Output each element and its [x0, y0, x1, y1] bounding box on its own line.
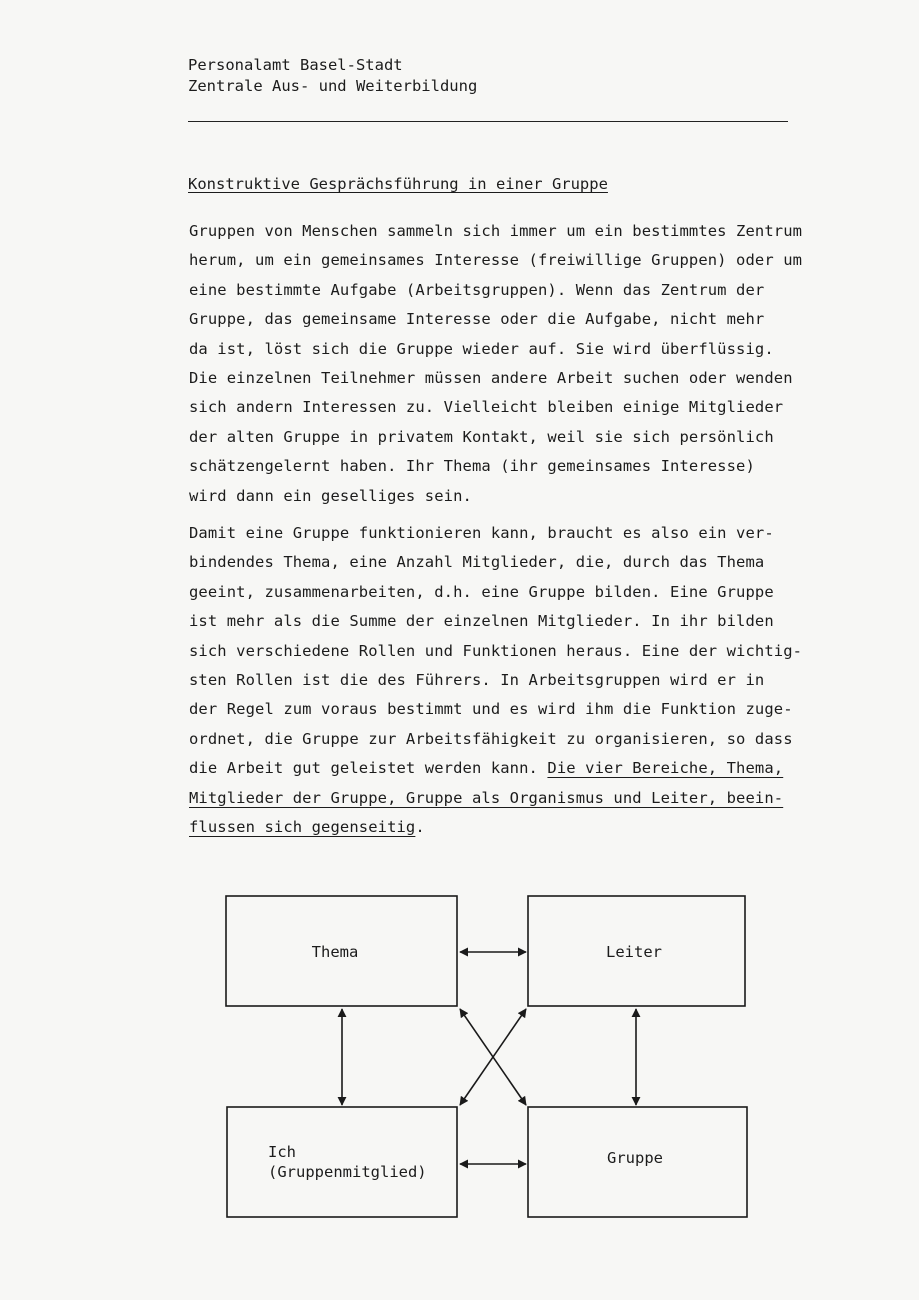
paragraph-line: herum, um ein gemeinsames Interesse (freiwillige Gruppen) oder um [189, 251, 803, 270]
paragraph-line: Gruppen von Menschen sammeln sich immer um ein bestimmtes Zentrum [189, 222, 803, 240]
paragraph-line: wird dann ein geselliges sein. [189, 486, 472, 505]
underlined-text: Mitglieder der Gruppe, Gruppe als Organismus und Leiter, beein- [189, 788, 784, 807]
paragraph-line: sich verschiedene Rollen und Funktionen heraus. Eine der wichtig- [189, 641, 803, 660]
paragraph-line: der alten Gruppe in privatem Kontakt, weil sie sich persönlich [189, 427, 774, 446]
underlined-text: flussen sich gegenseitig [189, 818, 416, 837]
plain-text: . [415, 818, 425, 837]
paragraph-line: sich andern Interessen zu. Vielleicht bleiben einige Mitglieder [189, 398, 784, 417]
label-gruppe: Gruppe [607, 1149, 663, 1167]
label-leiter: Leiter [606, 943, 662, 961]
paragraph-line: ist mehr als die Summe der einzelnen Mitglieder. In ihr bilden [189, 612, 774, 631]
paragraph-line: bindendes Thema, eine Anzahl Mitglieder, die, durch das Thema [189, 553, 765, 572]
underlined-text: Die vier Bereiche, Thema, [547, 759, 784, 778]
paragraph-line: Gruppe, das gemeinsame Interesse oder die Aufgabe, nicht mehr [189, 310, 765, 329]
paragraph-line: schätzengelernt haben. Ihr Thema (ihr gemeinsames Interesse) [189, 457, 755, 476]
paragraph-line: sten Rollen ist die des Führers. In Arbeitsgruppen wird er in [189, 671, 765, 690]
box-ich [227, 1107, 457, 1217]
label-gruppenmitglied: (Gruppenmitglied) [268, 1163, 427, 1181]
letterhead-line-1: Personalamt Basel-Stadt [188, 56, 403, 74]
paragraph-line: ordnet, die Gruppe zur Arbeitsfähigkeit zu organisieren, so dass [189, 729, 793, 748]
document-title: Konstruktive Gesprächsführung in einer Gruppe [188, 175, 608, 193]
plain-text: die Arbeit gut geleistet werden kann. [189, 759, 548, 778]
letterhead-line-2: Zentrale Aus- und Weiterbildung [188, 77, 478, 95]
paragraph-line: Damit eine Gruppe funktionieren kann, braucht es also ein ver- [189, 524, 774, 542]
label-thema: Thema [311, 943, 359, 961]
paragraph-line: Die einzelnen Teilnehmer müssen andere Arbeit suchen oder wenden [189, 369, 793, 388]
label-ich: Ich [268, 1143, 296, 1161]
paragraph-line: eine bestimmte Aufgabe (Arbeitsgruppen). Wenn das Zentrum der [189, 280, 765, 299]
paragraph-line: da ist, löst sich die Gruppe wieder auf. Sie wird überflüssig. [189, 339, 774, 358]
paragraph-line: der Regel zum voraus bestimmt und es wird ihm die Funktion zuge- [189, 700, 793, 719]
paragraph-line: geeint, zusammenarbeiten, d.h. eine Gruppe bilden. Eine Gruppe [189, 582, 774, 601]
